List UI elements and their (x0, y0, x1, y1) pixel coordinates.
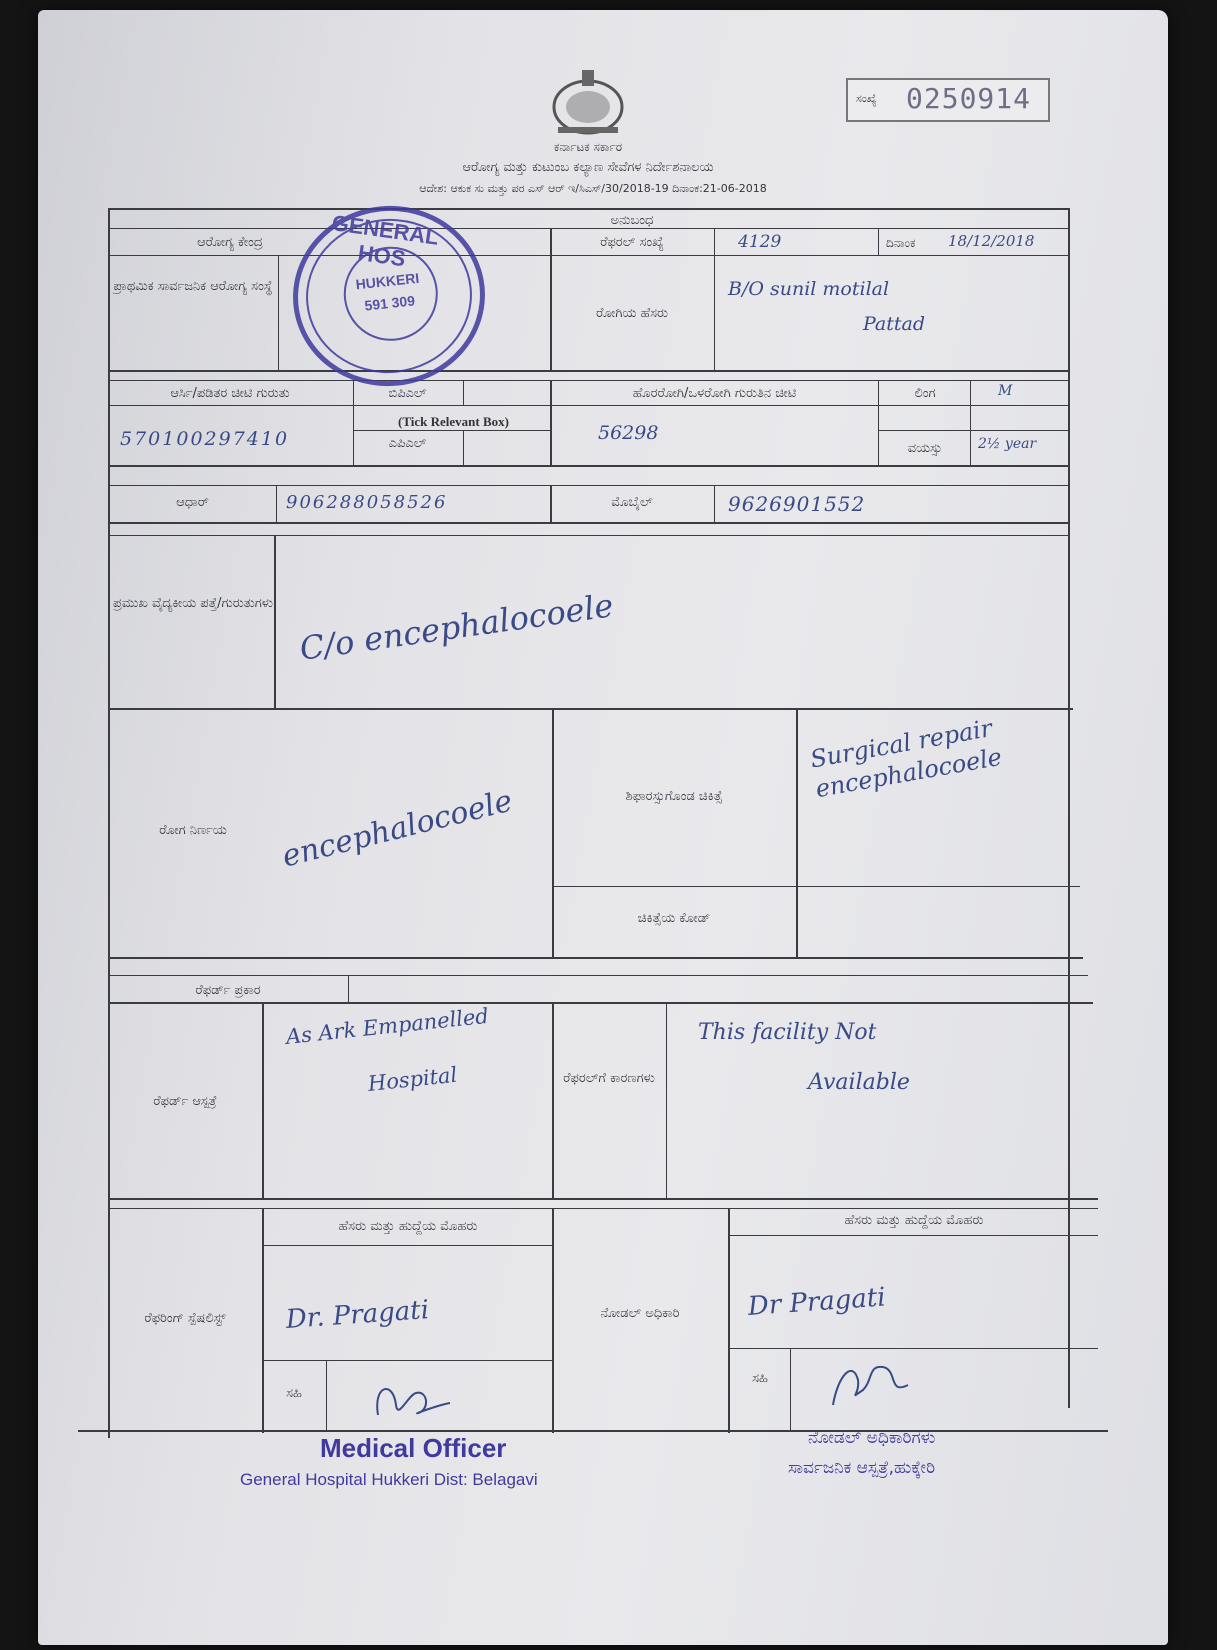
ration-card-value: 570100297410 (120, 428, 290, 450)
karnataka-emblem-icon (538, 65, 638, 140)
serial-prefix: ಸಂಖ್ಯೆ (856, 92, 877, 105)
referral-form-sheet (38, 10, 1168, 1645)
apl-option[interactable]: ಎಪಿಎಲ್ (388, 436, 427, 451)
referral-reason-value-2: Available (808, 1070, 910, 1095)
diagnosis-value: encephalocoele (278, 783, 516, 875)
serial-number-box (846, 78, 1050, 122)
referral-reason-value: This facility Not (698, 1020, 877, 1045)
patient-name-label: ರೋಗಿಯ ಹೆಸರು (595, 306, 669, 321)
symptoms-label: ಪ್ರಮುಖ ವೈದ್ಯಕೀಯ ಪತ್ತೆ/ಗುರುತುಗಳು (113, 596, 273, 611)
treatment-label: ಶಿಫಾರಸ್ಸುಗೊಂಡ ಚಿಕಿತ್ಸೆ (625, 789, 723, 804)
aadhar-label: ಆಧಾರ್ (176, 495, 209, 510)
referred-hospital-value: As Ark Empanelled (284, 1003, 490, 1049)
treatment-code-label: ಚಿಕಿತ್ಸೆಯ ಕೋಡ್ (637, 911, 711, 926)
order-reference: ಆದೇಶ: ಆಕುಕ ಸು ಮತ್ತು ಪರ ಎಸ್ ಆರ್ ಇ/ಸಿಎಸ್/30/2018-19 ದಿನಾಂಕ:21-06-2018 (419, 182, 767, 195)
name-designation-label: ಹೆಸರು ಮತ್ತು ಹುದ್ದೆಯ ಮೊಹರು (338, 1219, 478, 1234)
referral-reason-label: ರೆಫರಲ್‌ಗೆ ಕಾರಣಗಳು (563, 1071, 655, 1086)
referred-hospital-label: ರೆಫರ್ಡ್ ಆಸ್ಪತ್ರೆ (153, 1094, 217, 1109)
diagnosis-label: ರೋಗ ನಿರ್ಣಯ (159, 823, 227, 838)
symptoms-value: C/o encephalocoele (297, 586, 616, 668)
referral-no-label: ರೆಫರಲ್ ಸಂಖ್ಯೆ (600, 235, 664, 250)
referral-no-value: 4129 (738, 232, 782, 252)
tick-box-note: (Tick Relevant Box) (398, 414, 509, 429)
patient-name-value: B/O sunil motilal (728, 278, 890, 300)
referral-type-label: ರೆಫರ್ಡ್ ಪ್ರಕಾರ (195, 983, 261, 998)
stamp-text-pin: 591 309 (363, 292, 416, 314)
annexure-label: ಅನುಬಂಧ (610, 213, 654, 228)
date-value: 18/12/2018 (948, 232, 1035, 250)
govt-title: ಕರ್ನಾಟಕ ಸರ್ಕಾರ (553, 140, 623, 154)
nodal-sign-label: ಸಹಿ (752, 1371, 768, 1386)
nodal-officer-label: ನೋಡಲ್ ಅಧಿಕಾರಿ (600, 1306, 680, 1321)
mobile-value: 9626901552 (728, 492, 866, 516)
hospital-kannada-stamp: ಸಾರ್ವಜನಿಕ ಆಸ್ಪತ್ರೆ,ಹುಕ್ಕೇರಿ (788, 1458, 936, 1478)
specialist-signature-icon (368, 1375, 458, 1425)
nodal-signature-icon (818, 1355, 918, 1415)
date-label: ದಿನಾಂಕ (886, 236, 916, 250)
sign-label: ಸಹಿ (286, 1386, 302, 1401)
treatment-value: Surgical repair encephalocoele (808, 714, 1004, 804)
hospital-round-stamp (284, 196, 494, 395)
age-value: 2½ year (978, 436, 1037, 452)
dept-title: ಆರೋಗ್ಯ ಮತ್ತು ಕುಟುಂಬ ಕಲ್ಯಾಣ ಸೇವೆಗಳ ನಿರ್ದೇಶನಾಲಯ (462, 160, 714, 175)
referring-specialist-label: ರೆಫರಿಂಗ್ ಸ್ಪೆಷಲಿಸ್ಟ್ (144, 1311, 226, 1326)
nodal-officer-name: Dr Pragati (746, 1282, 887, 1322)
mobile-label: ಮೊಬೈಲ್ (611, 495, 653, 510)
phc-label: ಪ್ರಾಥಮಿಕ ಸಾರ್ವಜನಿಕ ಆರೋಗ್ಯ ಸಂಸ್ಥೆ (113, 279, 273, 294)
hospital-stamp-line: General Hospital Hukkeri Dist: Belagavi (240, 1470, 538, 1489)
age-label: ವಯಸ್ಸು (907, 441, 943, 456)
nodal-officer-stamp: ನೋಡಲ್ ಅಧಿಕಾರಿಗಳು (808, 1428, 936, 1448)
op-ip-value: 56298 (598, 422, 659, 444)
aadhar-value: 906288058526 (286, 492, 448, 513)
health-centre-label: ಆರೋಗ್ಯ ಕೇಂದ್ರ (197, 235, 263, 250)
sex-value: M (998, 383, 1013, 399)
bpl-option[interactable]: ಬಿಪಿಎಲ್ (388, 386, 427, 401)
referred-hospital-value-2: Hospital (366, 1062, 459, 1096)
medical-officer-stamp: Medical Officer (320, 1433, 507, 1463)
ration-card-label: ಆರ್ಸಿ/ಪಡಿತರ ಚೀಟಿ ಗುರುತು (170, 386, 290, 401)
stamp-text-top: GENERAL HOS (330, 210, 441, 272)
serial-number: 0250914 (906, 82, 1032, 115)
op-ip-label: ಹೊರರೋಗಿ/ಒಳರೋಗಿ ಗುರುತಿನ ಚೀಟಿ (632, 386, 797, 401)
stamp-text-town: HUKKERI (354, 269, 420, 293)
specialist-name: Dr. Pragati (284, 1295, 430, 1335)
nodal-name-designation-label: ಹೆಸರು ಮತ್ತು ಹುದ್ದೆಯ ಮೊಹರು (844, 1213, 984, 1228)
patient-surname-value: Pattad (863, 313, 926, 335)
sex-label: ಲಿಂಗ (914, 386, 936, 401)
